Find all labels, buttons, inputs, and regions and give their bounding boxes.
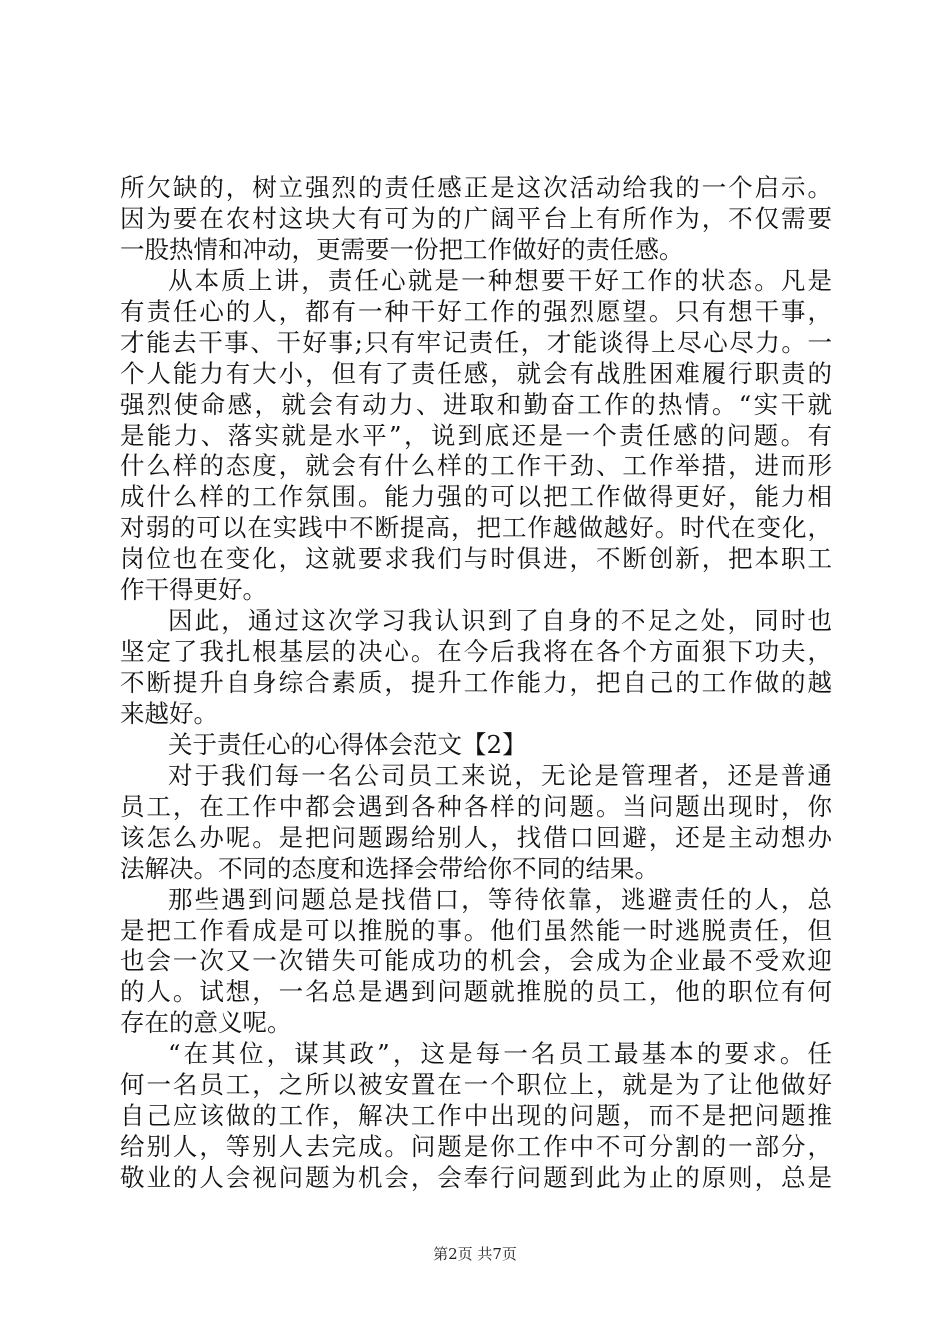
text-line: 强烈使命感，就会有动力、进取和勤奋工作的热情。“实干就	[120, 390, 832, 419]
text-line: 自己应该做的工作，解决工作中出现的问题，而不是把问题推	[120, 1101, 832, 1130]
text-line: 该怎么办呢。是把问题踢给别人，找借口回避，还是主动想办	[120, 823, 832, 852]
text-line: 存在的意义呢。	[120, 1008, 292, 1037]
text-line: 敬业的人会视问题为机会，会奉行问题到此为止的原则，总是	[120, 1163, 832, 1192]
paragraph-first-line: 对于我们每一名公司员工来说，无论是管理者，还是普通	[168, 761, 832, 790]
paragraph-first-line: 从本质上讲，责任心就是一种想要干好工作的状态。凡是	[168, 266, 832, 295]
text-line: 才能去干事、干好事;只有牢记责任，才能谈得上尽心尽力。一	[120, 328, 832, 357]
text-line: 作干得更好。	[120, 575, 267, 604]
text-line: 有责任心的人，都有一种干好工作的强烈愿望。只有想干事，	[120, 297, 832, 326]
text-line: 因为要在农村这块大有可为的广阔平台上有所作为，不仅需要	[120, 204, 832, 233]
paragraph-first-line: 那些遇到问题总是找借口，等待依靠，逃避责任的人，总	[168, 885, 832, 914]
paragraph-first-line: “在其位，谋其政”，这是每一名员工最基本的要求。任	[168, 1039, 832, 1068]
text-line: 是把工作看成是可以推脱的事。他们虽然能一时逃脱责任，但	[120, 916, 832, 945]
text-line: 法解决。不同的态度和选择会带给你不同的结果。	[120, 854, 659, 883]
text-line: 成什么样的工作氛围。能力强的可以把工作做得更好，能力相	[120, 482, 832, 511]
text-line: 是能力、落实就是水平”，说到底还是一个责任感的问题。有	[120, 421, 832, 450]
section-heading: 关于责任心的心得体会范文【2】	[168, 730, 527, 759]
text-line: 坚定了我扎根基层的决心。在今后我将在各个方面狠下功夫，	[120, 637, 832, 666]
text-line: 所欠缺的，树立强烈的责任感正是这次活动给我的一个启示。	[120, 173, 832, 202]
text-line: 来越好。	[120, 699, 218, 728]
text-line: 员工，在工作中都会遇到各种各样的问题。当问题出现时，你	[120, 792, 832, 821]
text-line: 什么样的态度，就会有什么样的工作干劲、工作举措，进而形	[120, 451, 832, 480]
paragraph-first-line: 因此，通过这次学习我认识到了自身的不足之处，同时也	[168, 606, 832, 635]
text-line: 岗位也在变化，这就要求我们与时俱进，不断创新，把本职工	[120, 544, 832, 573]
text-line: 给别人，等别人去完成。问题是你工作中不可分割的一部分，	[120, 1132, 832, 1161]
text-line: 不断提升自身综合素质，提升工作能力，把自己的工作做的越	[120, 668, 832, 697]
text-line: 个人能力有大小，但有了责任感，就会有战胜困难履行职责的	[120, 359, 832, 388]
page-number: 第2页 共7页	[433, 1245, 517, 1263]
text-line: 也会一次又一次错失可能成功的机会，会成为企业最不受欢迎	[120, 946, 832, 975]
text-line: 的人。试想，一名总是遇到问题就推脱的员工，他的职位有何	[120, 977, 832, 1006]
text-line: 何一名员工，之所以被安置在一个职位上，就是为了让他做好	[120, 1070, 832, 1099]
text-line: 一股热情和冲动，更需要一份把工作做好的责任感。	[120, 235, 684, 264]
text-line: 对弱的可以在实践中不断提高，把工作越做越好。时代在变化，	[120, 513, 832, 542]
